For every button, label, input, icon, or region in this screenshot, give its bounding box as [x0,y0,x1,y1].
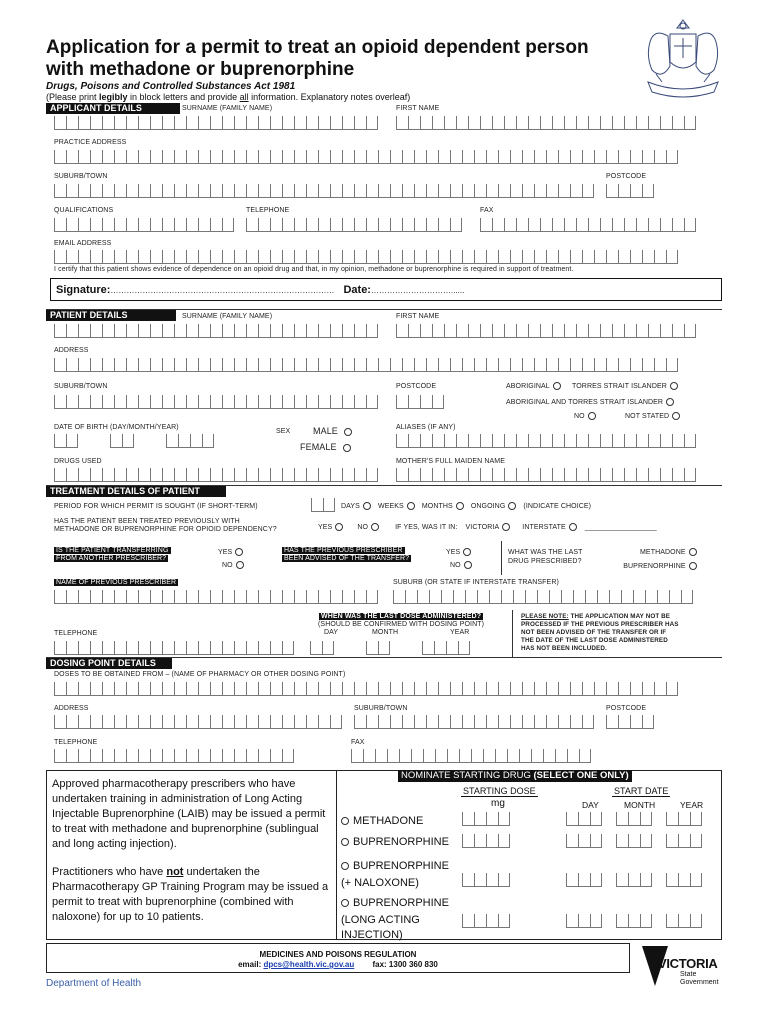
start-day-label: DAY [582,800,599,810]
prev-treated-yes-label: YES [318,523,333,531]
indicate-label: (INDICATE CHOICE) [523,502,592,510]
not-stated-radio[interactable] [672,412,680,420]
methadone-year-field[interactable] [666,812,702,826]
instruction-post: information. Explanatory notes overleaf) [248,92,411,102]
note-line-5: HAS NOT BEEN INCLUDED. [521,645,607,652]
logo-government: Government [680,979,719,986]
interstate-label: INTERSTATE [522,523,566,531]
starting-methadone-label: METHADONE [353,815,424,827]
last-dose-day-label: DAY [324,629,339,636]
logo-state: State [680,971,697,978]
prev-suburb-field[interactable] [393,590,693,604]
advised-no-label: NO [450,562,461,569]
period-options [341,502,591,510]
transferring-no-radio[interactable] [236,561,244,569]
signature-row[interactable] [56,284,464,296]
interstate-radio[interactable] [569,523,577,531]
note-bold: PLEASE NOTE: [521,613,569,620]
starting-buprenorphine-option[interactable] [341,836,449,848]
buprenorphine-year-field[interactable] [666,834,702,848]
sex-label: SEX [276,428,291,435]
title-line-2: with methadone or buprenorphine [46,59,355,80]
torres-radio[interactable] [670,382,678,390]
prev-treated-label [54,518,277,534]
prev-prescriber-field[interactable] [54,590,378,604]
patient-surname-field[interactable] [54,324,378,338]
male-label: MALE [313,426,338,436]
buprenorphine-month-field[interactable] [616,834,652,848]
starting-buprenorphine-radio[interactable] [341,838,349,846]
transferring-yes-radio[interactable] [235,548,243,556]
laib-day-field[interactable] [566,914,602,928]
buprenorphine-day-field[interactable] [566,834,602,848]
starting-naloxone-radio[interactable] [341,862,349,870]
footer-email-link[interactable]: dpcs@health.vic.gov.au [263,960,355,969]
prev-treated-no-label: NO [357,523,369,531]
methadone-day-field[interactable] [566,812,602,826]
victoria-coat-of-arms-icon [640,12,726,104]
instruction-mid: in block letters and provide [127,92,240,102]
months-label: MONTHS [421,502,453,510]
applicant-firstname-label: FIRST NAME [396,105,440,112]
days-radio[interactable] [363,502,371,510]
applicant-heading: APPLICANT DETAILS [46,103,180,114]
info-text [52,777,334,925]
drugs-used-field[interactable] [54,468,378,482]
advised-line-1: HAS THE PREVIOUS PRESCRIBER [284,547,403,554]
methadone-dose-field[interactable] [462,812,510,826]
prev-treated-no-radio[interactable] [371,523,379,531]
last-drug-line-1: WHAT WAS THE LAST [508,549,583,556]
regulation-title: MEDICINES AND POISONS REGULATION [259,950,417,959]
ongoing-radio[interactable] [508,502,516,510]
starting-methadone-radio[interactable] [341,817,349,825]
ongoing-label: ONGOING [470,502,506,510]
last-drug-question [508,548,583,566]
applicant-telephone-field[interactable] [246,218,462,232]
doses-from-label: DOSES TO BE OBTAINED FROM – (NAME OF PHARMACY OR OTHER DOSING POINT) [54,671,346,678]
laib-dose-field[interactable] [462,914,510,928]
note-line-4: THE DATE OF THE LAST DOSE ADMINISTERED [521,637,668,644]
advised-yes-label: YES [446,549,461,556]
last-dose-month-label: MONTH [372,629,399,636]
email-label-footer: email: [238,960,264,969]
note-line-2: PROCESSED IF THE PREVIOUS PRESCRIBER HAS [521,621,679,628]
prev-treated-line-2: METHADONE OR BUPRENORPHINE FOR OPIOID DEPENDENCY? [54,526,277,533]
applicant-telephone-label: TELEPHONE [246,207,290,214]
starting-drug-heading [398,770,632,782]
last-dose-question [318,613,484,629]
female-option[interactable] [300,442,351,452]
note-divider [512,610,513,658]
patient-postcode-label: POSTCODE [396,383,437,390]
applicant-suburb-field[interactable] [54,184,594,198]
dosing-fax-label: FAX [351,739,365,746]
applicant-suburb-label: SUBURB/TOWN [54,173,108,180]
dosing-address-field[interactable] [54,715,342,729]
dosing-fax-field[interactable] [351,749,591,763]
ethnicity-no-radio[interactable] [588,412,596,420]
dob-month-field[interactable] [110,434,134,448]
patient-address-label: ADDRESS [54,347,89,354]
prev-treated-options [318,523,657,531]
email-field[interactable] [54,250,678,264]
dob-label: DATE OF BIRTH (DAY/MONTH/YEAR) [54,424,179,431]
info-para-2: Practitioners who have not undertaken the Pharmacotherapy GP Training Program may be issued a permit to treat with buprenorphine (combined with naloxone) for up to 10 patients. [52,866,329,923]
note-line-3: NOT BEEN ADVISED OF THE TRANSFER OR IF [521,629,667,636]
interstate-line[interactable]: __________________ [584,523,657,531]
prev-treated-yes-radio[interactable] [335,523,343,531]
female-label: FEMALE [300,442,337,452]
both-radio[interactable] [666,398,674,406]
practice-address-field[interactable] [54,150,678,164]
dosing-heading: DOSING POINT DETAILS [46,658,172,669]
naloxone-month-field[interactable] [616,873,652,887]
prev-prescriber-label: NAME OF PREVIOUS PRESCRIBER [56,579,177,586]
starting-heading-bold: (SELECT ONE ONLY) [533,770,629,781]
footer-fax: fax: 1300 360 830 [372,960,438,969]
prev-treated-line-1: HAS THE PATIENT BEEN TREATED PREVIOUSLY WITH [54,518,240,525]
starting-naloxone-option[interactable] [341,858,449,892]
instructions [46,92,410,102]
qualifications-label: QUALIFICATIONS [54,207,114,214]
if-yes-label: IF YES, WAS IT IN: [395,523,458,531]
patient-suburb-label: SUBURB/TOWN [54,383,108,390]
dosing-suburb-label: SUBURB/TOWN [354,705,408,712]
methadone-month-field[interactable] [616,812,652,826]
patient-heading: PATIENT DETAILS [46,310,176,321]
naloxone-year-field[interactable] [666,873,702,887]
applicant-postcode-field[interactable] [606,184,654,198]
applicant-firstname-field[interactable] [396,116,696,130]
buprenorphine-dose-field[interactable] [462,834,510,848]
applicant-fax-label: FAX [480,207,494,214]
logo-main: VICTORIA [658,956,718,971]
last-buprenorphine-radio[interactable] [689,562,697,570]
male-option[interactable] [313,426,352,436]
dosing-address-label: ADDRESS [54,705,89,712]
not-stated-option[interactable] [625,412,680,420]
start-month-label: MONTH [624,800,656,810]
torres-label: TORRES STRAIT ISLANDER [572,382,667,390]
date-dots: …………………………...... [370,286,465,295]
last-dose-year-label: YEAR [450,629,470,636]
patient-firstname-field[interactable] [396,324,696,338]
ethnicity-no-option[interactable] [574,412,596,420]
mothers-name-label: MOTHER'S FULL MAIDEN NAME [396,458,505,465]
dosing-postcode-field[interactable] [606,715,654,729]
advised-question [282,547,411,563]
email-label: EMAIL ADDRESS [54,240,112,247]
dosing-suburb-field[interactable] [354,715,594,729]
laib-month-field[interactable] [616,914,652,928]
advised-yes-radio[interactable] [463,548,471,556]
regulation-contact [46,960,630,969]
start-date-heading: START DATE [614,786,669,796]
drugs-used-label: DRUGS USED [54,458,102,465]
starting-laib-radio[interactable] [341,899,349,907]
applicant-surname-field[interactable] [54,116,378,130]
last-drug-line-2: DRUG PRESCRIBED? [508,558,582,565]
starting-methadone-option[interactable] [341,815,423,827]
months-radio[interactable] [456,502,464,510]
signature-dots: ………………………………………………………………………… [110,286,335,295]
last-dose-line-1: WHEN WAS THE LAST DOSE ADMINISTERED? [321,613,482,620]
applicant-postcode-label: POSTCODE [606,173,647,180]
transferring-question [54,547,171,563]
date-label: Date: [343,284,371,296]
last-dose-day-field[interactable] [310,641,334,655]
both-label: ABORIGINAL AND TORRES STRAIT ISLANDER [506,398,664,406]
female-radio[interactable] [343,444,351,452]
last-drug-options [623,546,697,574]
note-line-1: THE APPLICATION MAY NOT BE [568,613,671,620]
prev-telephone-label: TELEPHONE [54,630,98,637]
starting-naloxone-label-1: BUPRENORPHINE [353,860,449,872]
both-option[interactable] [506,398,674,406]
weeks-radio[interactable] [407,502,415,510]
patient-firstname-label: FIRST NAME [396,313,440,320]
period-label: PERIOD FOR WHICH PERMIT IS SOUGHT (IF SHORT-TERM) [54,503,258,510]
dosing-telephone-field[interactable] [54,749,294,763]
prev-suburb-label: SUBURB (OR STATE IF INTERSTATE TRANSFER) [393,579,559,586]
instruction-underline: all [239,92,249,102]
dob-year-field[interactable] [166,434,214,448]
last-dose-line-2: (SHOULD BE CONFIRMED WITH DOSING POINT) [318,621,485,628]
period-field[interactable] [311,498,335,512]
last-dose-year-field[interactable] [422,641,470,655]
starting-buprenorphine-label: BUPRENORPHINE [353,836,449,848]
signature-label: Signature: [56,284,111,296]
starting-dose-heading: STARTING DOSE [463,786,536,796]
naloxone-day-field[interactable] [566,873,602,887]
qualifications-field[interactable] [54,218,234,232]
patient-postcode-field[interactable] [396,395,444,409]
applicant-fax-field[interactable] [480,218,696,232]
advised-options [446,546,472,572]
starting-heading-pre: NOMINATE STARTING DRUG [401,770,534,781]
practice-address-label: PRACTICE ADDRESS [54,139,127,146]
page-title [46,37,589,81]
act-subtitle: Drugs, Poisons and Controlled Substances Act 1981 [46,81,296,92]
last-dose-month-field[interactable] [366,641,390,655]
patient-surname-label: SURNAME (FAMILY NAME) [182,313,273,320]
naloxone-dose-field[interactable] [462,873,510,887]
patient-suburb-field[interactable] [54,395,378,409]
male-radio[interactable] [344,428,352,436]
advised-no-radio[interactable] [464,561,472,569]
aboriginal-label: ABORIGINAL [506,382,550,390]
transfer-note [521,613,679,653]
transferring-line-2: FROM ANOTHER PRESCRIBER? [56,555,167,562]
doses-from-field[interactable] [54,682,678,696]
mothers-name-field[interactable] [396,468,696,482]
starting-laib-option[interactable] [341,896,449,943]
last-methadone-radio[interactable] [689,548,697,556]
ethnicity-no-label: NO [574,412,585,420]
last-drug-divider [501,541,502,575]
starting-laib-label-1: BUPRENORPHINE [353,897,449,909]
patient-address-field[interactable] [54,358,678,372]
victoria-logo [640,944,736,992]
aliases-label: ALIASES (IF ANY) [396,424,456,431]
instruction-pre: (Please print [46,92,100,102]
info-para-1: Approved pharmacotherapy prescribers who have undertaken training in administration of Long Acting Injectable Buprenorphine (LAIB) may be issued a permit to treat with methadone and buprenorphine (sublingual and long acting injection). [52,778,326,850]
dob-day-field[interactable] [54,434,78,448]
laib-year-field[interactable] [666,914,702,928]
victoria-label: VICTORIA [465,523,500,531]
prev-telephone-field[interactable] [54,641,294,655]
start-year-label: YEAR [680,800,704,810]
starting-naloxone-label-2: (+ NALOXONE) [341,877,419,889]
dosing-telephone-label: TELEPHONE [54,739,98,746]
aboriginal-radio[interactable] [553,382,561,390]
starting-laib-label-3: INJECTION) [341,929,403,941]
days-label: DAYS [341,502,360,510]
department-name: Department of Health [46,978,142,989]
applicant-surname-label: SURNAME (FAMILY NAME) [182,105,273,112]
aliases-field[interactable] [396,434,696,448]
dosing-postcode-label: POSTCODE [606,705,647,712]
last-methadone-label: METHADONE [640,549,686,556]
transferring-no-label: NO [222,562,233,569]
instruction-bold: legibly [99,92,128,102]
transferring-line-1: IS THE PATIENT TRANSFERRING [56,547,169,554]
victoria-radio[interactable] [502,523,510,531]
title-line-1: Application for a permit to treat an opioid dependent person [46,37,589,58]
mg-label: mg [491,798,505,809]
torres-option[interactable] [572,382,678,390]
starting-laib-label-2: (LONG ACTING [341,914,420,926]
transferring-yes-label: YES [218,549,233,556]
treatment-heading: TREATMENT DETAILS OF PATIENT [46,486,226,497]
advised-line-2: BEEN ADVISED OF THE TRANSFER? [284,555,410,562]
certify-statement: I certify that this patient shows evidence of dependence on an opioid drug and that, in my opinion, methadone or buprenorphine is required in support of treatment. [54,266,574,273]
not-stated-label: NOT STATED [625,412,670,420]
transferring-options [218,546,244,572]
weeks-label: WEEKS [378,502,404,510]
aboriginal-option[interactable] [506,382,561,390]
last-buprenorphine-label: BUPRENORPHINE [623,563,686,570]
